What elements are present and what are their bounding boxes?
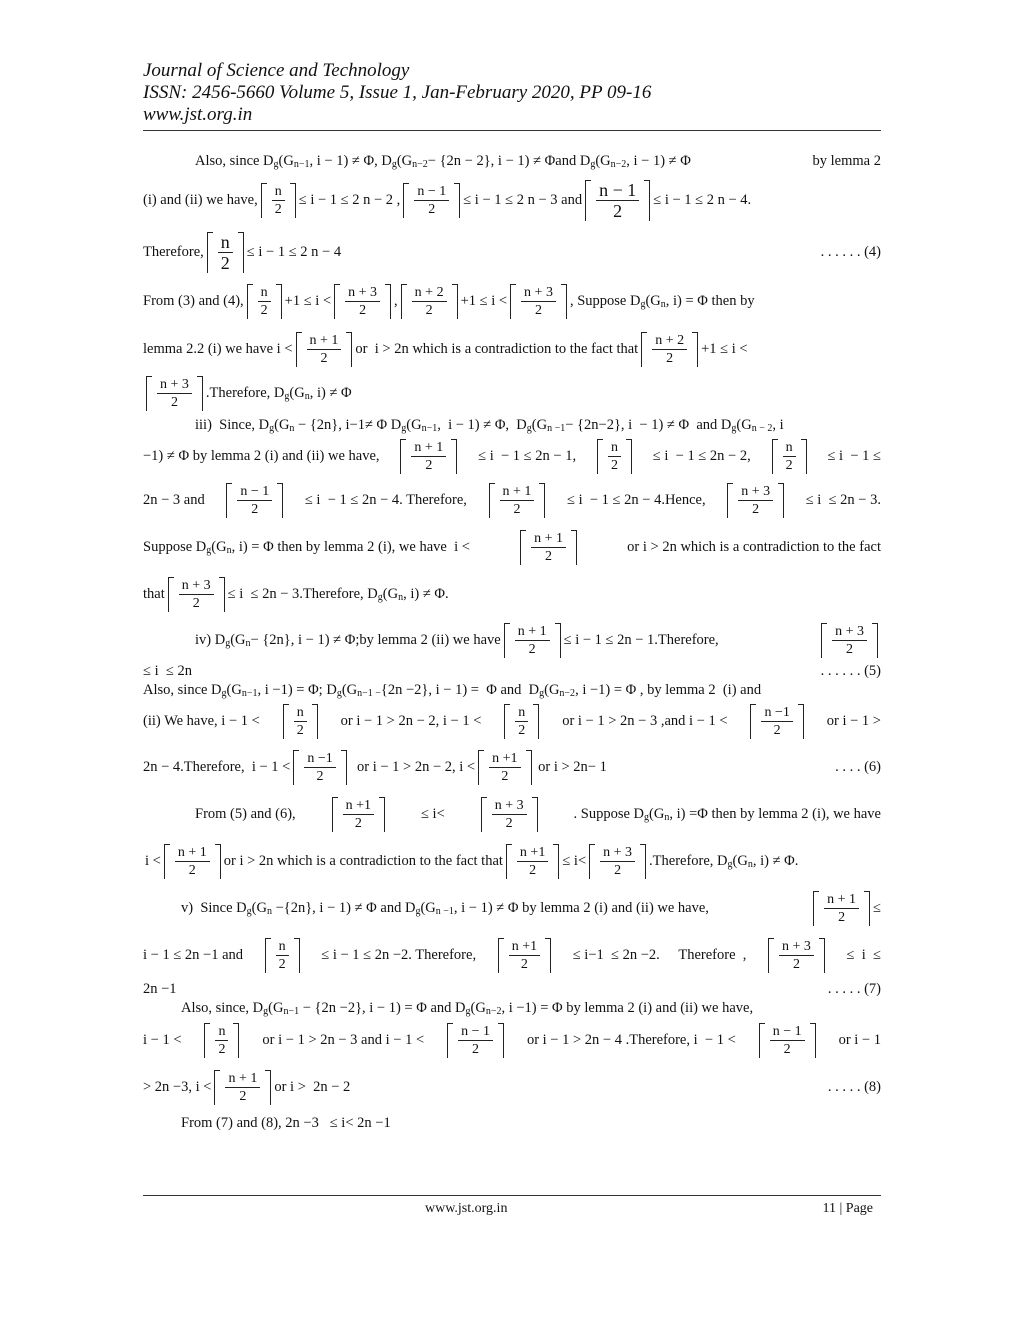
text-line: iv) $D_g(G_n- \{2n\}$, i − 1) ≠ Φ;by lemma 2 (ii) we have $\frac{n + 1}{2}$ ≤ i − 1 ≤ 2n − 1.Therefore, $\frac{n + 3}{2}$ bbox=[143, 618, 881, 662]
equation-number: . . . . (6) bbox=[835, 758, 881, 775]
text-line: ≤ i ≤ 2n . . . . . . (5) bbox=[143, 662, 881, 679]
text-line: Therefore, $\frac{n}{2}$ ≤ i − 1 ≤ 2 n − 4 . . . . . . (4) bbox=[143, 231, 881, 273]
text-line: i − 1 < $\frac{n}{2}$ or i − 1 > 2n − 3 and i − 1 < $\frac{n - 1}{2}$ or i − 1 > 2n − 4 .Therefore, i − 1 < $\frac{n - 1}{2}$ or i − 1 bbox=[143, 1023, 881, 1057]
text-line: From (7) and (8), 2n −3 ≤ i< 2n −1 bbox=[181, 1114, 391, 1131]
text-line: iii) Since, $D_g(G_n - \{2n\}$, i−1≠ Φ $D_g(G_{n-1}$, i − 1) ≠ Φ, $D_g(G_{n -1}- \{2n-2\}$, i − 1) ≠ Φ and $D_g(G_{n - 2}$, i bbox=[195, 416, 784, 434]
text-line: Also, since, $D_g(G_{n-1} - \{2n -2\}$, i − 1) = Φ and $D_g(G_{n-2}$, i −1) = Φ by lemma 2 (i) and (ii) we have, bbox=[181, 999, 754, 1017]
ceiling-fraction: $\frac{n}{2}$ bbox=[261, 183, 296, 218]
text-line: > 2n −3, i < $\frac{n + 1}{2}$ or i > 2n − 2 . . . . . (8) bbox=[143, 1070, 881, 1104]
ceiling-fraction: $\frac{n - 1}{2}$ bbox=[585, 180, 650, 221]
text-line: that $\frac{n + 3}{2}$ ≤ i ≤ 2n − 3.Therefore, $D_g(G_n$, i) ≠ Φ. bbox=[143, 577, 449, 611]
journal-title: Journal of Science and Technology bbox=[143, 60, 410, 81]
equation-number: . . . . . (7) bbox=[827, 980, 881, 997]
text-line: v) Since $D_g(G_n -\{2n\}$, i − 1) ≠ Φ and $D_g(G_{n -1}$, i − 1) ≠ Φ by lemma 2 (i) and (ii) we have, $\frac{n + 1}{2}$ ≤ bbox=[181, 891, 881, 925]
text-line: 2n − 3 and $\frac{n - 1}{2}$ ≤ i − 1 ≤ 2n − 4. Therefore, $\frac{n + 1}{2}$ ≤ i − 1 ≤ 2n − 4.Hence, $\frac{n + 3}{2}$ ≤ i ≤ 2n − 3. bbox=[143, 483, 881, 517]
text-line: (ii) We have, i − 1 < $\frac{n}{2}$ or i − 1 > 2n − 2, i − 1 < $\frac{n}{2}$ or i − 1 > 2n − 3 ,and i − 1 < $\frac{n -1}{2}$ or i − 1 > bbox=[143, 704, 881, 738]
journal-header bbox=[143, 60, 881, 126]
text-line: From (5) and (6), $\frac{n +1}{2}$ ≤ i< $\frac{n + 3}{2}$ . Suppose $D_g(G_n$, i) =Φ then by lemma 2 (i), we have bbox=[195, 797, 881, 831]
footer-url[interactable]: www.jst.org.in bbox=[425, 1201, 508, 1216]
ceiling-fraction: $\frac{n - 1}{2}$ bbox=[403, 183, 460, 218]
footer-rule bbox=[143, 1195, 881, 1196]
text-line: $\frac{n + 3}{2}$ .Therefore, $D_g(G_n$, i) ≠ Φ bbox=[143, 372, 881, 414]
journal-issn: ISSN: 2456-5660 Volume 5, Issue 1, Jan-February 2020, PP 09-16 bbox=[143, 82, 652, 103]
text-line: −1) ≠ Φ by lemma 2 (i) and (ii) we have, $\frac{n + 1}{2}$ ≤ i − 1 ≤ 2n − 1, $\frac{n}{2}$ ≤ i − 1 ≤ 2n − 2, $\frac{n}{2}$ ≤ i − 1 ≤ bbox=[143, 439, 881, 473]
header-rule bbox=[143, 130, 881, 131]
text-line: (i) and (ii) we have, $\frac{n}{2}$ ≤ i − 1 ≤ 2 n − 2 , $\frac{n - 1}{2}$ ≤ i − 1 ≤ 2 n − 3 and $\frac{n - 1}{2}$ ≤ i − 1 ≤ 2 n − 4. bbox=[143, 179, 752, 221]
text-line: 2n − 4.Therefore, i − 1 < $\frac{n -1}{2}$ or i − 1 > 2n − 2, i < $\frac{n +1}{2}$ or i > 2n− 1 . . . . (6) bbox=[143, 750, 881, 784]
text-line: 2n −1 . . . . . (7) bbox=[143, 980, 881, 997]
text-line: lemma 2.2 (i) we have i < $\frac{n + 1}{2}$ or i > 2n which is a contradiction to the fact that $\frac{n + 2}{2}$ +1 ≤ i < bbox=[143, 332, 748, 366]
text-line: Also, since $D_g(G_{n-1}$, i − 1) ≠ Φ, $D_g(G_{n-2}- \{2n - 2\}$, i − 1) ≠ Φand $D_g(G_{n-2}$, i − 1) ≠ Φ by lemma 2 bbox=[195, 152, 881, 170]
text-line: i − 1 ≤ 2n −1 and $\frac{n}{2}$ ≤ i − 1 ≤ 2n −2. Therefore, $\frac{n +1}{2}$ ≤ i−1 ≤ 2n −2. Therefore , $\frac{n + 3}{2}$ ≤ i ≤ bbox=[143, 938, 881, 972]
text-line: Also, since $D_g(G_{n-1}$, i −1) = Φ; $D_g(G_{n-1 -}\{2n -2\}$, i − 1) = Φ and $D_g(G_{n-2}$, i −1) = Φ , by lemma 2 (i) and bbox=[143, 681, 762, 699]
text-line: Suppose $D_g(G_n$, i) = Φ then by lemma 2 (i), we have i < $\frac{n + 1}{2}$ or i > 2n which is a contradiction to the fact bbox=[143, 530, 881, 564]
journal-website: www.jst.org.in bbox=[143, 104, 253, 125]
equation-number: . . . . . . (4) bbox=[820, 243, 881, 260]
page-number: 11 | Page bbox=[822, 1201, 873, 1216]
text-line: i < $\frac{n + 1}{2}$ or i > 2n which is a contradiction to the fact that $\frac{n +1}{2}$ ≤ i< $\frac{n + 3}{2}$ .Therefore, $D_g(G_n$, i) ≠ Φ. bbox=[145, 844, 799, 878]
text-line: From (3) and (4), $\frac{n}{2}$ +1 ≤ i < $\frac{n + 3}{2}$ , $\frac{n + 2}{2}$ +1 ≤ i < $\frac{n + 3}{2}$ , Suppose $D_g(G_n$, i) = Φ then by bbox=[143, 284, 755, 318]
article-body bbox=[143, 150, 881, 1134]
equation-number: . . . . . . (5) bbox=[820, 662, 881, 679]
equation-number: . . . . . (8) bbox=[827, 1078, 881, 1095]
ceiling-fraction: $\frac{n}{2}$ bbox=[207, 232, 244, 273]
